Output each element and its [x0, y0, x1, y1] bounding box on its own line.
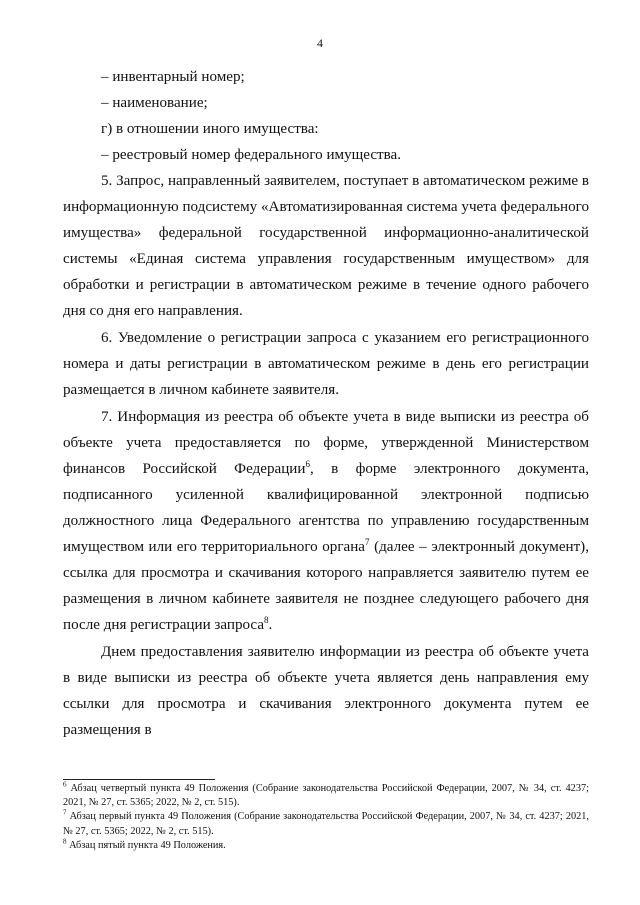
list-item: г) в отношении иного имущества: [101, 121, 319, 137]
paragraph-7 [63, 404, 589, 638]
footnote-text: Абзац первый пункта 49 Положения (Собрание законодательства Российской Федерации, 2007, № 34, ст. 4237; 2021, № 27, ст. 5365; 2022, № 2, ст. 515). [63, 811, 589, 837]
document-body [63, 64, 589, 743]
footnote-7 [63, 810, 589, 838]
footnote-8 [63, 839, 589, 853]
footnote-text: Абзац четвертый пункта 49 Положения (Собрание законодательства Российской Федерации, 2007, № 34, ст. 4237; 2021, № 27, ст. 5365; 2022, № 2, ст. 515). [63, 783, 589, 809]
footnotes [63, 782, 589, 853]
paragraph-7-text-4: . [268, 617, 273, 633]
paragraph-7-text-3: (далее – электронный документ), ссылка для просмотра и скачивания которого направляется заявителю путем ее размещения в личном кабинете заявителя не позднее следующего рабочего дня после дня регистрации запроса [63, 539, 589, 633]
footnote-divider [63, 779, 215, 780]
footnote-ref-8: 8 [264, 614, 269, 625]
footnote-ref-6: 6 [305, 458, 310, 469]
paragraph-7-text-2: , в форме электронного документа, подписанного усиленной квалифицированной электронной подписью должностного лица Федерального агентства по управлению государственным имуществом или его территориального органа [63, 461, 589, 555]
list-item: – реестровый номер федерального имущества. [101, 147, 402, 163]
footnote-text: Абзац пятый пункта 49 Положения. [66, 839, 226, 851]
list-item: – наименование; [101, 95, 208, 111]
page-number: 4 [317, 36, 323, 50]
footnote-number: 6 [63, 780, 67, 789]
paragraph-8: Днем предоставления заявителю информации из реестра об объекте учета в виде выписки из реестра об объекте учета является день направления ему ссылки для просмотра и скачивания электронного документа путем ее размещения в [63, 644, 589, 738]
paragraph-5: 5. Запрос, направленный заявителем, поступает в автоматическом режиме в информационную подсистему «Автоматизированная система учета федерального имущества» федеральной государственной информационно-аналитической системы «Единая система управления государственным имуществом» для обработки и регистрации в автоматическом режиме в течение одного рабочего дня со дня его направления. [63, 173, 589, 319]
paragraph-7-text-1: 7. Информация из реестра об объекте учета в виде выписки из реестра об объекте учета предоставляется по форме, утвержденной Министерством финансов Российской Федерации [63, 409, 589, 477]
paragraph-6: 6. Уведомление о регистрации запроса с указанием его регистрационного номера и даты регистрации в автоматическом режиме в день его регистрации размещается в личном кабинете заявителя. [63, 330, 589, 398]
footnote-number: 8 [63, 837, 67, 846]
list-item: – инвентарный номер; [101, 69, 245, 85]
footnote-6 [63, 782, 589, 810]
footnote-number: 7 [63, 808, 67, 817]
footnote-ref-7: 7 [365, 536, 370, 547]
